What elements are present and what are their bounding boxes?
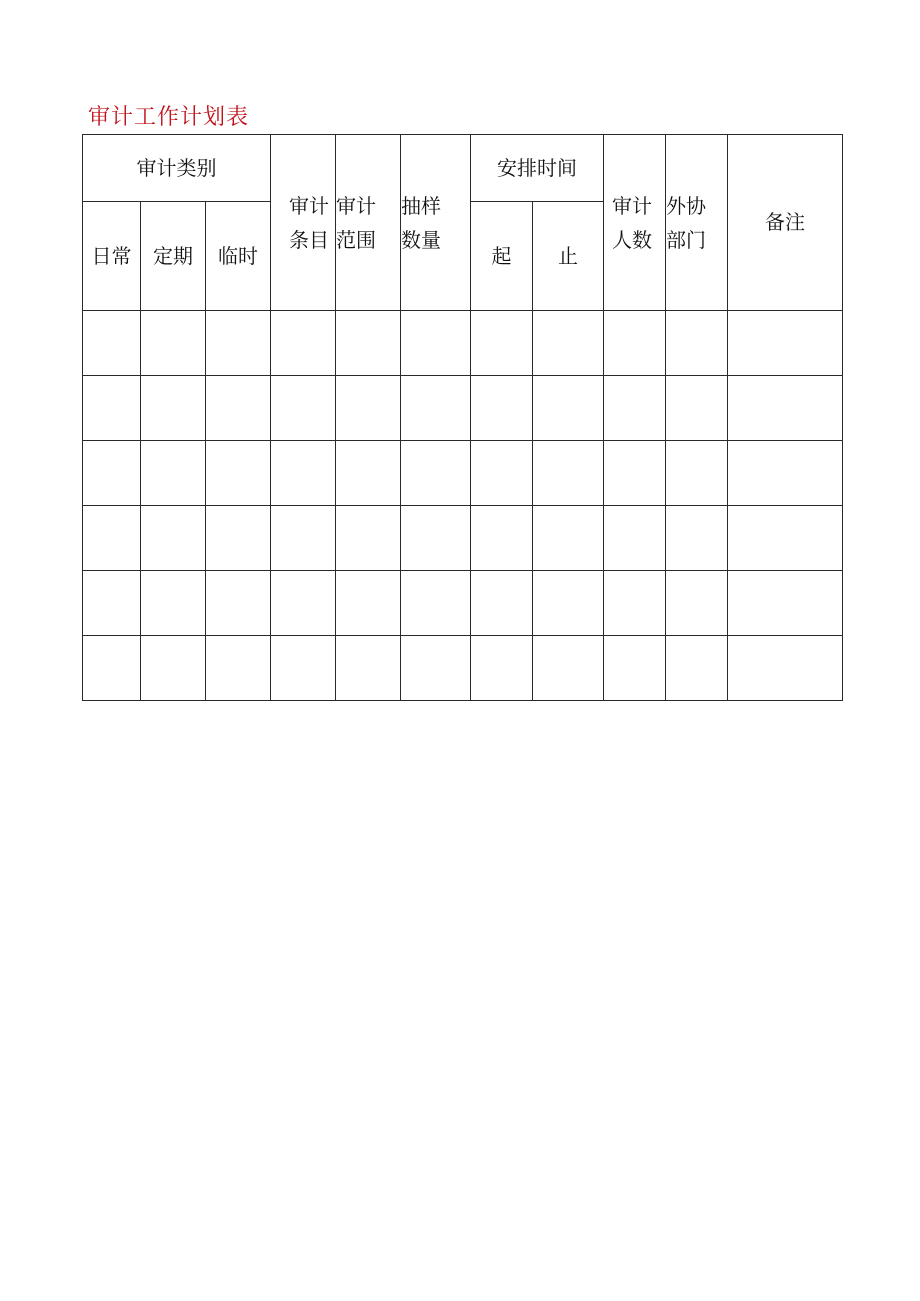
- table-cell[interactable]: [141, 636, 206, 701]
- table-row: [83, 636, 843, 701]
- table-cell[interactable]: [728, 506, 843, 571]
- header-daily: 日常: [83, 202, 141, 311]
- header-assist-department: [666, 135, 728, 311]
- audit-plan-table: [82, 134, 843, 701]
- table-cell[interactable]: [206, 376, 271, 441]
- table-cell[interactable]: [271, 636, 336, 701]
- table-cell[interactable]: [271, 376, 336, 441]
- table-cell[interactable]: [728, 311, 843, 376]
- table-cell[interactable]: [666, 441, 728, 506]
- table-cell[interactable]: [604, 636, 666, 701]
- document-title: 审计工作计划表: [88, 105, 250, 130]
- header-schedule-time: 安排时间: [471, 135, 604, 202]
- table-cell[interactable]: [533, 311, 604, 376]
- table-cell[interactable]: [471, 636, 533, 701]
- table-cell[interactable]: [206, 571, 271, 636]
- table-cell[interactable]: [141, 571, 206, 636]
- header-sample-quantity: [401, 135, 471, 311]
- header-auditor-count-line1: 审计: [612, 193, 652, 218]
- table-cell[interactable]: [666, 311, 728, 376]
- table-cell[interactable]: [533, 441, 604, 506]
- table-row: [83, 441, 843, 506]
- table-cell[interactable]: [604, 376, 666, 441]
- table-cell[interactable]: [83, 311, 141, 376]
- table-cell[interactable]: [336, 571, 401, 636]
- table-cell[interactable]: [471, 506, 533, 571]
- table-row: [83, 376, 843, 441]
- header-temporary: 临时: [206, 202, 271, 311]
- table-cell[interactable]: [728, 636, 843, 701]
- table-cell[interactable]: [533, 506, 604, 571]
- table-cell[interactable]: [604, 441, 666, 506]
- header-audit-scope: [336, 135, 401, 311]
- table-cell[interactable]: [604, 571, 666, 636]
- table-cell[interactable]: [666, 571, 728, 636]
- table-cell[interactable]: [471, 571, 533, 636]
- header-sample-quantity-line2: 数量: [401, 227, 441, 252]
- header-assist-department-line1: 外协: [666, 193, 706, 218]
- header-audit-items-line1: 审计: [289, 193, 329, 218]
- table-cell[interactable]: [271, 311, 336, 376]
- header-start: 起: [471, 202, 533, 311]
- header-sample-quantity-line1: 抽样: [401, 193, 441, 218]
- header-audit-scope-line2: 范围: [336, 227, 376, 252]
- table-cell[interactable]: [604, 506, 666, 571]
- table-cell[interactable]: [666, 376, 728, 441]
- header-audit-scope-line1: 审计: [336, 193, 376, 218]
- table-cell[interactable]: [336, 636, 401, 701]
- table-cell[interactable]: [533, 376, 604, 441]
- header-regular: 定期: [141, 202, 206, 311]
- header-row-1: [83, 135, 843, 202]
- table-cell[interactable]: [83, 376, 141, 441]
- table-cell[interactable]: [401, 376, 471, 441]
- table-cell[interactable]: [271, 506, 336, 571]
- header-auditor-count-line2: 人数: [612, 227, 652, 252]
- table-cell[interactable]: [141, 506, 206, 571]
- table-cell[interactable]: [471, 441, 533, 506]
- table-cell[interactable]: [141, 311, 206, 376]
- table-cell[interactable]: [604, 311, 666, 376]
- table-cell[interactable]: [206, 506, 271, 571]
- table-cell[interactable]: [666, 636, 728, 701]
- table-cell[interactable]: [471, 376, 533, 441]
- table-cell[interactable]: [728, 441, 843, 506]
- header-remarks: 备注: [728, 135, 843, 311]
- table-cell[interactable]: [336, 441, 401, 506]
- table-row: [83, 311, 843, 376]
- header-audit-category: 审计类别: [83, 135, 271, 202]
- table-cell[interactable]: [533, 636, 604, 701]
- table-row: [83, 506, 843, 571]
- header-assist-department-line2: 部门: [666, 227, 706, 252]
- table-cell[interactable]: [533, 571, 604, 636]
- header-auditor-count: [604, 135, 666, 311]
- header-audit-items: [271, 135, 336, 311]
- table-cell[interactable]: [206, 441, 271, 506]
- table-row: [83, 571, 843, 636]
- table-cell[interactable]: [83, 441, 141, 506]
- table-cell[interactable]: [401, 441, 471, 506]
- table-cell[interactable]: [401, 311, 471, 376]
- table-cell[interactable]: [141, 376, 206, 441]
- table-cell[interactable]: [271, 571, 336, 636]
- table-cell[interactable]: [206, 311, 271, 376]
- table-cell[interactable]: [336, 376, 401, 441]
- table-cell[interactable]: [401, 636, 471, 701]
- table-cell[interactable]: [728, 376, 843, 441]
- table-cell[interactable]: [83, 506, 141, 571]
- table-cell[interactable]: [728, 571, 843, 636]
- table-cell[interactable]: [141, 441, 206, 506]
- table-cell[interactable]: [666, 506, 728, 571]
- table-cell[interactable]: [471, 311, 533, 376]
- table-cell[interactable]: [336, 311, 401, 376]
- table-cell[interactable]: [83, 571, 141, 636]
- table-cell[interactable]: [83, 636, 141, 701]
- table-cell[interactable]: [401, 571, 471, 636]
- table-cell[interactable]: [401, 506, 471, 571]
- table-cell[interactable]: [336, 506, 401, 571]
- header-audit-items-line2: 条目: [289, 227, 329, 252]
- table-cell[interactable]: [206, 636, 271, 701]
- table-cell[interactable]: [271, 441, 336, 506]
- header-end: 止: [533, 202, 604, 311]
